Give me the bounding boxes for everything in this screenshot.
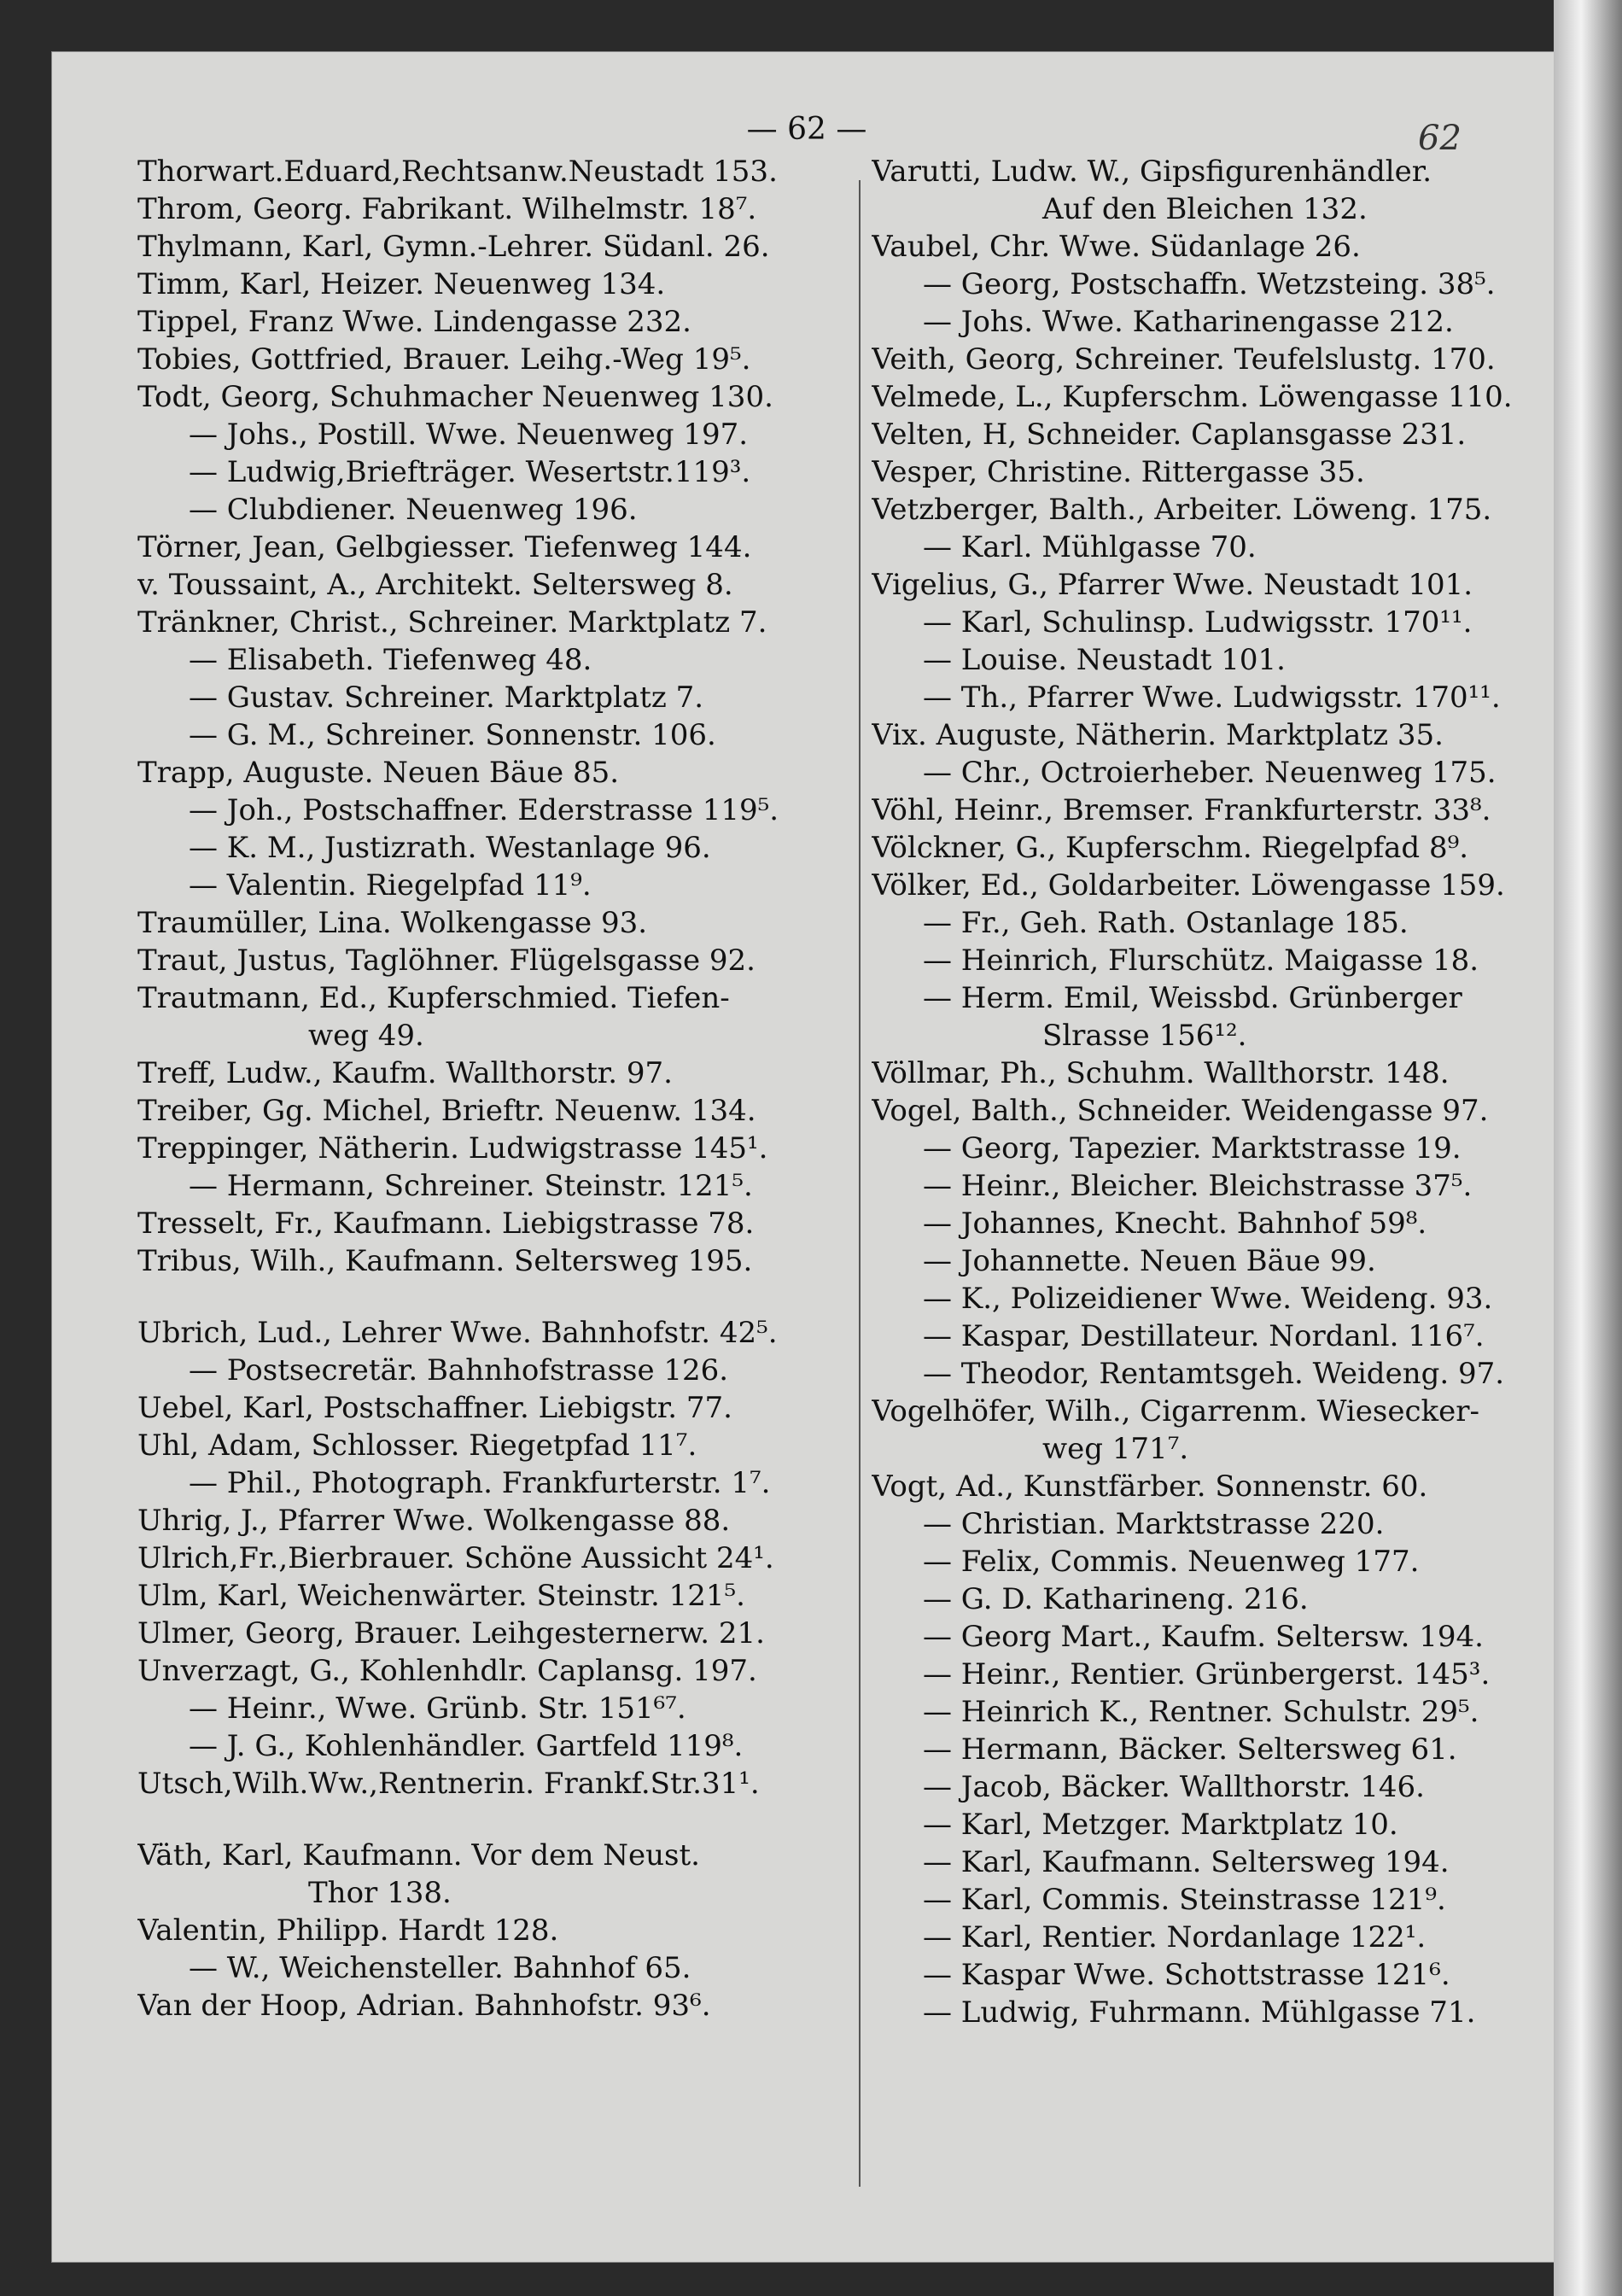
- book-binding: [1554, 0, 1622, 2296]
- directory-entry: Velten, H, Schneider. Caplansgasse 231.: [872, 418, 1467, 452]
- directory-entry: — Ludwig, Fuhrmann. Mühlgasse 71.: [923, 1995, 1476, 2030]
- directory-entry: — G. D. Katharineng. 216.: [923, 1582, 1309, 1616]
- directory-entry: — Johs., Postill. Wwe. Neuenweg 197.: [189, 418, 749, 452]
- directory-entry: — Hermann, Bäcker. Seltersweg 61.: [923, 1732, 1457, 1767]
- directory-entry: Thorwart.Eduard,Rechtsanw.Neustadt 153.: [137, 155, 778, 189]
- directory-entry: Timm, Karl, Heizer. Neuenweg 134.: [137, 267, 666, 301]
- directory-entry: Traut, Justus, Taglöhner. Flügelsgasse 92.: [137, 944, 756, 978]
- directory-entry: Ulrich,Fr.,Bierbrauer. Schöne Aussicht 24¹.: [137, 1541, 774, 1575]
- directory-entry: Treppinger, Nätherin. Ludwigstrasse 145¹.: [137, 1131, 768, 1166]
- directory-entry: Tränkner, Christ., Schreiner. Marktplatz 7.: [137, 605, 767, 640]
- directory-entry: — Hermann, Schreiner. Steinstr. 121⁵.: [189, 1169, 753, 1203]
- directory-entry: — Phil., Photograph. Frankfurterstr. 1⁷.: [189, 1466, 771, 1500]
- directory-entry: — Kaspar, Destillateur. Nordanl. 116⁷.: [923, 1319, 1485, 1353]
- directory-entry: — K., Polizeidiener Wwe. Weideng. 93.: [923, 1282, 1493, 1316]
- directory-entry: Vaubel, Chr. Wwe. Südanlage 26.: [872, 230, 1361, 264]
- directory-entry: Vesper, Christine. Rittergasse 35.: [872, 455, 1365, 489]
- directory-entry: Van der Hoop, Adrian. Bahnhofstr. 93⁶.: [137, 1989, 711, 2023]
- directory-entry: — Theodor, Rentamtsgeh. Weideng. 97.: [923, 1357, 1505, 1391]
- directory-entry: weg 49.: [308, 1019, 424, 1053]
- directory-entry: — Karl. Mühlgasse 70.: [923, 530, 1257, 564]
- directory-entry: Uebel, Karl, Postschaffner. Liebigstr. 77.: [137, 1391, 732, 1425]
- page-number: — 62 —: [746, 112, 867, 147]
- directory-entry: Ulmer, Georg, Brauer. Leihgesternerw. 21.: [137, 1616, 765, 1650]
- directory-entry: — Johs. Wwe. Katharinengasse 212.: [923, 305, 1454, 339]
- directory-entry: Väth, Karl, Kaufmann. Vor dem Neust.: [137, 1838, 700, 1872]
- directory-entry: — Kaspar Wwe. Schottstrasse 121⁶.: [923, 1958, 1450, 1992]
- directory-entry: Vogelhöfer, Wilh., Cigarrenm. Wiesecker-: [872, 1394, 1480, 1428]
- directory-entry: — G. M., Schreiner. Sonnenstr. 106.: [189, 718, 716, 752]
- directory-entry: — J. G., Kohlenhändler. Gartfeld 119⁸.: [189, 1729, 744, 1763]
- directory-entry: Traumüller, Lina. Wolkengasse 93.: [137, 906, 648, 940]
- directory-entry: Todt, Georg, Schuhmacher Neuenweg 130.: [137, 380, 773, 414]
- directory-entry: Tobies, Gottfried, Brauer. Leihg.-Weg 19⁵.: [137, 342, 751, 377]
- directory-entry: — Valentin. Riegelpfad 11⁹.: [189, 868, 592, 903]
- directory-entry: — Karl, Schulinsp. Ludwigsstr. 170¹¹.: [923, 605, 1473, 640]
- directory-entry: — Joh., Postschaffner. Ederstrasse 119⁵.: [189, 793, 779, 827]
- directory-entry: — Herm. Emil, Weissbd. Grünberger: [923, 981, 1462, 1015]
- directory-entry: Thylmann, Karl, Gymn.-Lehrer. Südanl. 26.: [137, 230, 770, 264]
- column-divider: [859, 180, 861, 2187]
- directory-entry: — Karl, Commis. Steinstrasse 121⁹.: [923, 1883, 1446, 1917]
- directory-entry: Uhrig, J., Pfarrer Wwe. Wolkengasse 88.: [137, 1504, 731, 1538]
- directory-entry: — Heinrich, Flurschütz. Maigasse 18.: [923, 944, 1479, 978]
- directory-entry: Vigelius, G., Pfarrer Wwe. Neustadt 101.: [872, 568, 1473, 602]
- directory-entry: — Chr., Octroierheber. Neuenweg 175.: [923, 756, 1497, 790]
- section-gap: [137, 1802, 855, 1837]
- directory-entry: Thor 138.: [308, 1876, 452, 1910]
- directory-entry: Vöhl, Heinr., Bremser. Frankfurterstr. 33⁸.: [872, 793, 1491, 827]
- directory-entry: — Postsecretär. Bahnhofstrasse 126.: [189, 1353, 729, 1388]
- directory-entry: Uhl, Adam, Schlosser. Riegetpfad 11⁷.: [137, 1428, 697, 1463]
- directory-entry: Trapp, Auguste. Neuen Bäue 85.: [137, 756, 620, 790]
- directory-entry: — Ludwig,Briefträger. Wesertstr.119³.: [189, 455, 751, 489]
- directory-entry: Vix. Auguste, Nätherin. Marktplatz 35.: [872, 718, 1444, 752]
- directory-entry: Tribus, Wilh., Kaufmann. Seltersweg 195.: [137, 1244, 753, 1278]
- directory-entry: — Georg, Tapezier. Marktstrasse 19.: [923, 1131, 1462, 1166]
- directory-entry: weg 171⁷.: [1042, 1432, 1189, 1466]
- directory-entry: — Karl, Metzger. Marktplatz 10.: [923, 1808, 1398, 1842]
- directory-entry: Völlmar, Ph., Schuhm. Wallthorstr. 148.: [872, 1056, 1450, 1090]
- directory-entry: Treff, Ludw., Kaufm. Wallthorstr. 97.: [137, 1056, 673, 1090]
- section-gap: [137, 1280, 855, 1314]
- directory-entry: — Jacob, Bäcker. Wallthorstr. 146.: [923, 1770, 1425, 1804]
- directory-entry: Ulm, Karl, Weichenwärter. Steinstr. 121⁵.: [137, 1579, 745, 1613]
- book-page: [51, 51, 1562, 2263]
- directory-entry: Vogel, Balth., Schneider. Weidengasse 97.: [872, 1094, 1489, 1128]
- directory-entry: — Georg, Postschaffn. Wetzsteing. 38⁵.: [923, 267, 1496, 301]
- directory-entry: Vetzberger, Balth., Arbeiter. Löweng. 175.: [872, 493, 1492, 527]
- directory-entry: Slrasse 156¹².: [1042, 1019, 1247, 1053]
- directory-entry: — Felix, Commis. Neuenweg 177.: [923, 1545, 1420, 1579]
- handwritten-page-note: 62: [1418, 119, 1462, 158]
- directory-entry: Auf den Bleichen 132.: [1042, 192, 1368, 226]
- directory-entry: Trautmann, Ed., Kupferschmied. Tiefen-: [137, 981, 730, 1015]
- directory-entry: Valentin, Philipp. Hardt 128.: [137, 1913, 559, 1948]
- directory-entry: — Heinr., Rentier. Grünbergerst. 145³.: [923, 1657, 1491, 1691]
- directory-entry: — Gustav. Schreiner. Marktplatz 7.: [189, 681, 704, 715]
- directory-entry: — Heinr., Bleicher. Bleichstrasse 37⁵.: [923, 1169, 1473, 1203]
- directory-entry: — Fr., Geh. Rath. Ostanlage 185.: [923, 906, 1409, 940]
- directory-entry: Vogt, Ad., Kunstfärber. Sonnenstr. 60.: [872, 1469, 1428, 1504]
- directory-entry: — Johannette. Neuen Bäue 99.: [923, 1244, 1376, 1278]
- directory-entry: — Johannes, Knecht. Bahnhof 59⁸.: [923, 1206, 1427, 1241]
- right-column: [872, 153, 1537, 2031]
- left-column: [137, 153, 855, 2024]
- directory-entry: — Georg Mart., Kaufm. Seltersw. 194.: [923, 1620, 1484, 1654]
- directory-entry: Völker, Ed., Goldarbeiter. Löwengasse 159.: [872, 868, 1505, 903]
- directory-entry: Throm, Georg. Fabrikant. Wilhelmstr. 18⁷.: [137, 192, 757, 226]
- directory-entry: — Christian. Marktstrasse 220.: [923, 1507, 1385, 1541]
- directory-entry: Velmede, L., Kupferschm. Löwengasse 110.: [872, 380, 1513, 414]
- directory-entry: Ubrich, Lud., Lehrer Wwe. Bahnhofstr. 42⁵.: [137, 1316, 778, 1350]
- directory-entry: — Elisabeth. Tiefenweg 48.: [189, 643, 592, 677]
- directory-entry: — W., Weichensteller. Bahnhof 65.: [189, 1951, 691, 1985]
- directory-entry: Völckner, G., Kupferschm. Riegelpfad 8⁹.: [872, 831, 1469, 865]
- directory-entry: — Karl, Rentier. Nordanlage 122¹.: [923, 1920, 1427, 1954]
- directory-entry: Veith, Georg, Schreiner. Teufelslustg. 170.: [872, 342, 1496, 377]
- directory-entry: Treiber, Gg. Michel, Brieftr. Neuenw. 134.: [137, 1094, 756, 1128]
- directory-entry: v. Toussaint, A., Architekt. Seltersweg 8.: [137, 568, 733, 602]
- directory-entry: Utsch,Wilh.Ww.,Rentnerin. Frankf.Str.31¹.: [137, 1767, 760, 1801]
- directory-entry: Törner, Jean, Gelbgiesser. Tiefenweg 144.: [137, 530, 752, 564]
- directory-entry: — Karl, Kaufmann. Seltersweg 194.: [923, 1845, 1450, 1879]
- directory-entry: Unverzagt, G., Kohlenhdlr. Caplansg. 197.: [137, 1654, 757, 1688]
- directory-entry: — Th., Pfarrer Wwe. Ludwigsstr. 170¹¹.: [923, 681, 1501, 715]
- directory-entry: — K. M., Justizrath. Westanlage 96.: [189, 831, 711, 865]
- directory-entry: — Louise. Neustadt 101.: [923, 643, 1286, 677]
- directory-entry: Varutti, Ludw. W., Gipsfigurenhändler.: [872, 155, 1432, 189]
- directory-entry: Tippel, Franz Wwe. Lindengasse 232.: [137, 305, 691, 339]
- directory-entry: — Heinrich K., Rentner. Schulstr. 29⁵.: [923, 1695, 1479, 1729]
- directory-entry: Tresselt, Fr., Kaufmann. Liebigstrasse 78.: [137, 1206, 755, 1241]
- directory-entry: — Clubdiener. Neuenweg 196.: [189, 493, 638, 527]
- directory-entry: — Heinr., Wwe. Grünb. Str. 151⁶⁷.: [189, 1691, 686, 1726]
